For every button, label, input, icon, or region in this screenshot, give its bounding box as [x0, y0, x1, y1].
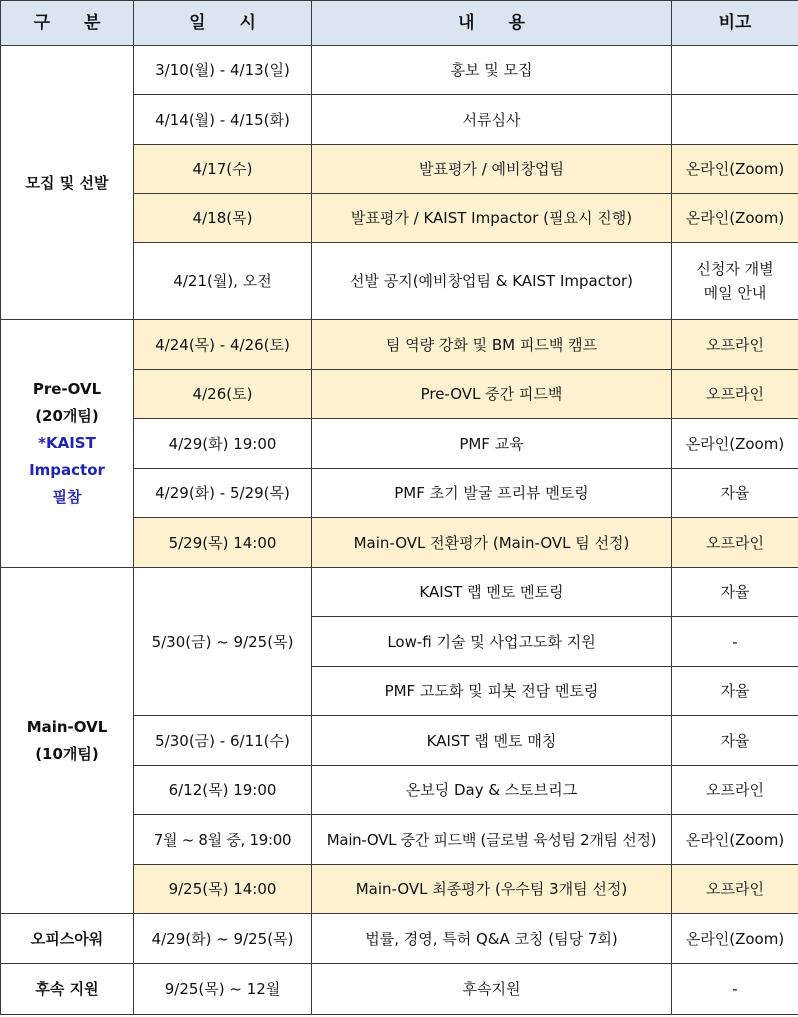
- row-note: 오프라인: [672, 766, 798, 815]
- row-content: 후속지원: [312, 964, 672, 1015]
- row-content: 발표평가 / 예비창업팀: [312, 145, 672, 194]
- row-content: 선발 공지(예비창업팀 & KAIST Impactor): [312, 243, 672, 320]
- row-content: PMF 초기 발굴 프리뷰 멘토링: [312, 469, 672, 518]
- group-followup: 후속 지원: [1, 964, 134, 1015]
- header-row: [1, 1, 798, 46]
- row-note: 자율: [672, 716, 798, 766]
- row-note: 온라인(Zoom): [672, 145, 798, 194]
- table-row: [1, 568, 798, 617]
- row-note: 신청자 개별 메일 안내: [672, 243, 798, 320]
- row-date: 4/18(목): [134, 194, 312, 243]
- row-content: KAIST 랩 멘토 멘토링: [312, 568, 672, 617]
- row-note: 온라인(Zoom): [672, 194, 798, 243]
- row-date: 4/17(수): [134, 145, 312, 194]
- row-note: 오프라인: [672, 320, 798, 370]
- row-note: -: [672, 617, 798, 667]
- row-content: PMF 교육: [312, 419, 672, 469]
- row-date: 5/30(금) - 6/11(수): [134, 716, 312, 766]
- row-content: PMF 고도화 및 피봇 전담 멘토링: [312, 667, 672, 716]
- row-date: 9/25(목) 14:00: [134, 865, 312, 914]
- header-content: 내 용: [312, 1, 672, 46]
- header-category: 구 분: [1, 1, 134, 46]
- row-note: [672, 46, 798, 95]
- row-date: 4/14(월) - 4/15(화): [134, 95, 312, 145]
- row-content: KAIST 랩 멘토 매칭: [312, 716, 672, 766]
- row-content: Main-OVL 전환평가 (Main-OVL 팀 선정): [312, 518, 672, 568]
- row-note: 온라인(Zoom): [672, 914, 798, 964]
- row-content: 온보딩 Day & 스토브리그: [312, 766, 672, 815]
- row-date: 4/21(월), 오전: [134, 243, 312, 320]
- group-preovl: Pre-OVL (20개팀) *KAIST Impactor 필참: [1, 320, 134, 568]
- table-row: [1, 320, 798, 370]
- table-row: [1, 46, 798, 95]
- group-mainovl: Main-OVL (10개팀): [1, 568, 134, 914]
- row-date: 7월 ~ 8월 중, 19:00: [134, 815, 312, 865]
- header-note: 비고: [672, 1, 798, 46]
- table-row: [1, 914, 798, 964]
- row-date: 9/25(목) ~ 12월: [134, 964, 312, 1015]
- row-date: 6/12(목) 19:00: [134, 766, 312, 815]
- row-note: 온라인(Zoom): [672, 419, 798, 469]
- row-note: 자율: [672, 469, 798, 518]
- row-note: 자율: [672, 667, 798, 716]
- row-note: [672, 95, 798, 145]
- row-date: 4/29(화) 19:00: [134, 419, 312, 469]
- row-date: 4/26(토): [134, 370, 312, 419]
- row-date: 5/29(목) 14:00: [134, 518, 312, 568]
- row-content: 팀 역량 강화 및 BM 피드백 캠프: [312, 320, 672, 370]
- row-content: Main-OVL 최종평가 (우수팀 3개팀 선정): [312, 865, 672, 914]
- row-content: 법률, 경영, 특허 Q&A 코칭 (팀당 7회): [312, 914, 672, 964]
- row-content: 발표평가 / KAIST Impactor (필요시 진행): [312, 194, 672, 243]
- row-content: Main-OVL 중간 피드백 (글로벌 육성팀 2개팀 선정): [312, 815, 672, 865]
- header-date: 일 시: [134, 1, 312, 46]
- row-note: 오프라인: [672, 518, 798, 568]
- row-note: 오프라인: [672, 865, 798, 914]
- row-note: 온라인(Zoom): [672, 815, 798, 865]
- row-date: 3/10(월) - 4/13(일): [134, 46, 312, 95]
- row-content: Pre-OVL 중간 피드백: [312, 370, 672, 419]
- table-row: [1, 964, 798, 1015]
- group-recruit: 모집 및 선발: [1, 46, 134, 320]
- row-date: 4/29(화) - 5/29(목): [134, 469, 312, 518]
- row-date: 4/29(화) ~ 9/25(목): [134, 914, 312, 964]
- row-content: 홍보 및 모집: [312, 46, 672, 95]
- row-date: 5/30(금) ~ 9/25(목): [134, 568, 312, 716]
- row-date: 4/24(목) - 4/26(토): [134, 320, 312, 370]
- row-note: 오프라인: [672, 370, 798, 419]
- row-content: 서류심사: [312, 95, 672, 145]
- row-note: 자율: [672, 568, 798, 617]
- row-note: -: [672, 964, 798, 1015]
- group-office: 오피스아워: [1, 914, 134, 964]
- row-content: Low-fi 기술 및 사업고도화 지원: [312, 617, 672, 667]
